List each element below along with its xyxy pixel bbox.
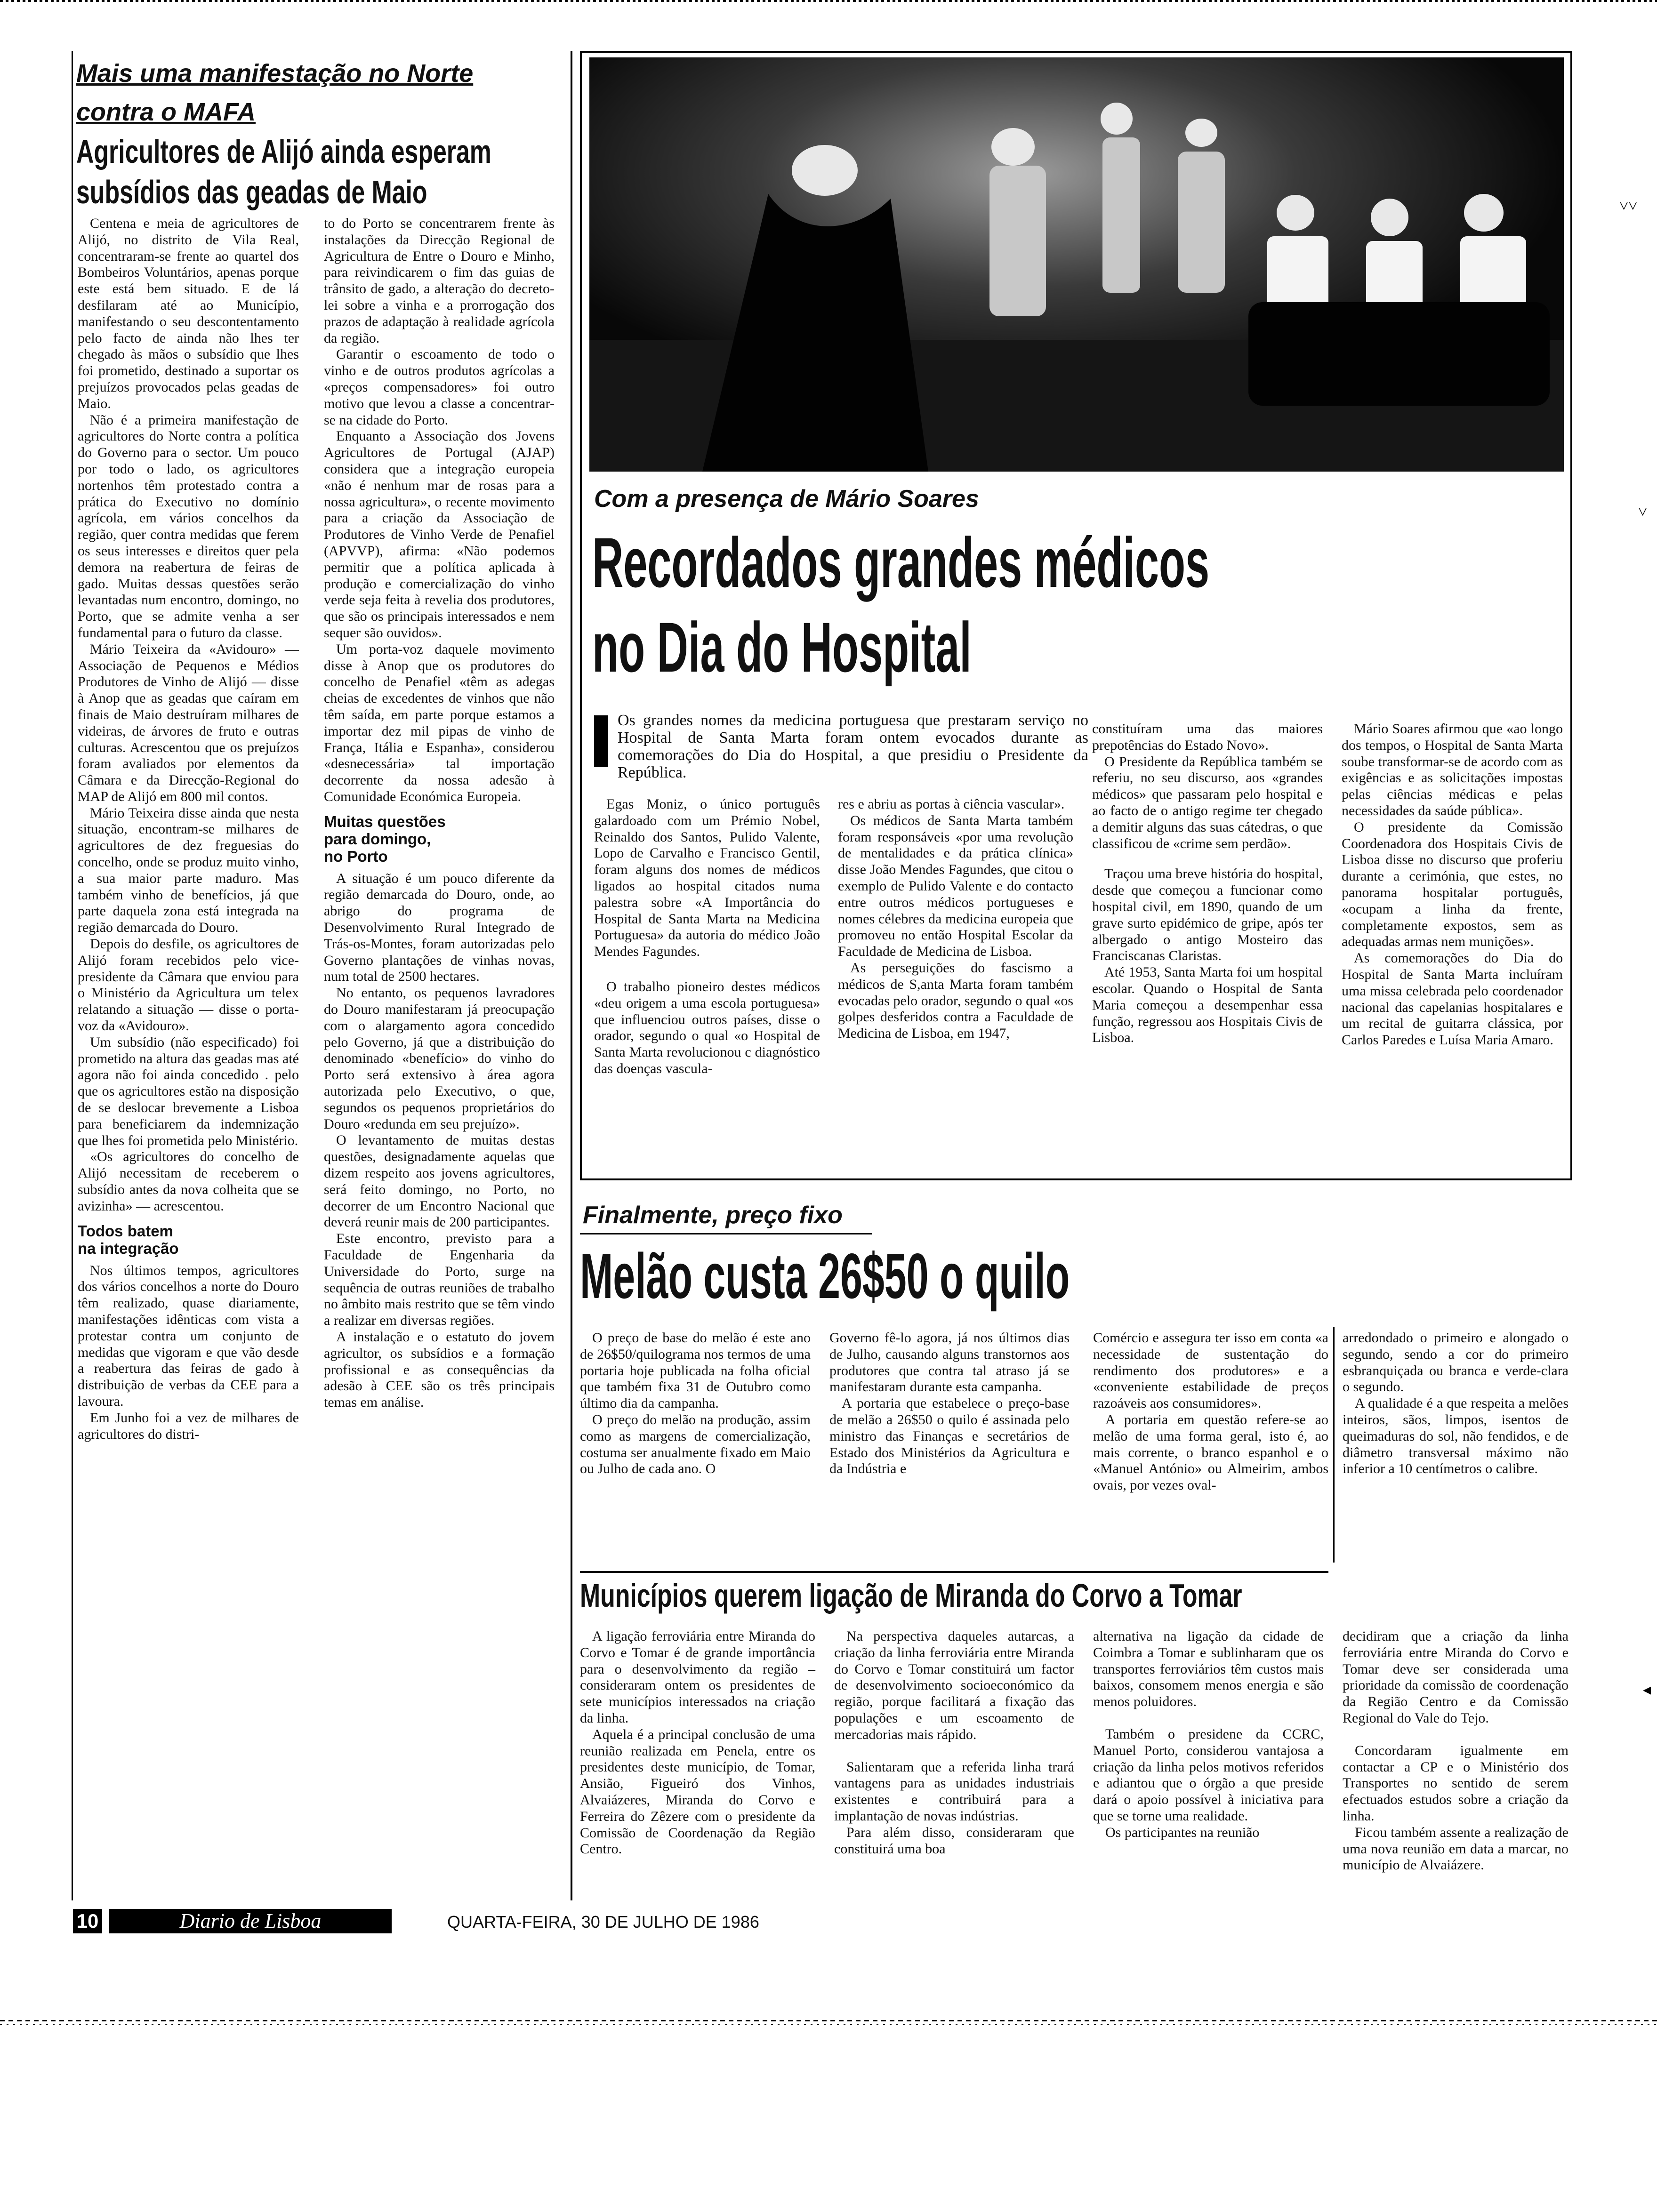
paragraph: A portaria que estabelece o preço-base de melão a 26$50 o quilo é assinada pelo ministro das Finanças e secretários de Estado dos Ministérios da Agricultura e da Indústria e bbox=[829, 1395, 1070, 1477]
article1-kicker-2: contra o MAFA bbox=[76, 98, 256, 126]
article1-kicker-1: Mais uma manifestação no Norte bbox=[76, 59, 474, 88]
paragraph: A situação é um pouco diferente da região demarcada do Douro, onde, ao abrigo do programa de Desenvolvimento Rural Integrado de Trás-os-Montes, foram autorizadas pelo Governo plantações de vinhas novas, num total de 2500 hectares. bbox=[324, 870, 555, 985]
masthead: Diario de Lisboa bbox=[109, 1909, 392, 1933]
event-photo bbox=[589, 57, 1564, 472]
paragraph: Governo fê-lo agora, já nos últimos dias de Julho, causando alguns transtornos aos produtores que contra tal atraso já se manifestaram durante esta campanha. bbox=[829, 1330, 1070, 1395]
issue-date: QUARTA-FEIRA, 30 DE JULHO DE 1986 bbox=[447, 1912, 759, 1931]
article1-col1 bbox=[78, 216, 299, 1443]
article3-col3 bbox=[1093, 1330, 1328, 1494]
paragraph: Traçou uma breve história do hospital, desde que começou a funcionar como hospital civil, em 1890, quando de um grave surto epidémico de gripe, após ter albergado o antigo Mosteiro das Franciscanas Claristas. bbox=[1092, 866, 1323, 964]
article3-headline: Melão custa 26$50 o quilo bbox=[580, 1240, 1070, 1312]
paragraph: Aquela é a principal conclusão de uma reunião realizada em Penela, entre os presidentes deste município, de Tomar, Ansião, Figueiró dos Vinhos, Alvaiázeres, Miranda do Corvo e Ferreira do Zêzere com o presidente da Comissão de Coordenação da Região Centro. bbox=[580, 1726, 815, 1857]
paragraph: Um subsídio (não especificado) foi prometido na altura das geadas mas até agora não foi ainda concedido . pelo que os agricultores estão na disposição de se deslocar brevemente a Lisboa para beneficiarem da indemnização que lhes foi prometida pelo Ministério. bbox=[78, 1034, 299, 1148]
paragraph: Egas Moniz, o único português galardoado com um Prémio Nobel, Reinaldo dos Santos, Pulido Valente, Lopo de Carvalho e Francisco Gentil, foram alguns dos nomes de médicos ligados ao hospital citados numa palestra sobre «A Importância do Hospital de Santa Marta na Medicina Portuguesa» da autoria do médico João Mendes Fagundes. bbox=[594, 796, 820, 960]
article4-headline: Municípios querem ligação de Miranda do Corvo a Tomar bbox=[580, 1577, 1242, 1614]
bottom-scan-line bbox=[0, 2020, 1657, 2021]
article3-kicker-rule bbox=[580, 1233, 872, 1234]
article4-col1 bbox=[580, 1628, 815, 1858]
paragraph: Não é a primeira manifestação de agricultores do Norte contra a política do Governo para o sector. Um pouco por todo o lado, os agricultores nortenhos têm protestado contra a prática do Executivo no domínio agrícola, em vários concelhos da região, quer contra medidas que ferem os seus interesses e direitos quer pela demora na reabertura de feiras de gado. Muitas dessas questões serão levantadas num encontro, domingo, no Porto, que se admite venha a ser fundamental para o futuro da classe. bbox=[78, 412, 299, 641]
paragraph: Na perspectiva daqueles autarcas, a criação da linha ferroviária entre Miranda do Corvo e Tomar constituirá um factor de desenvolvimento socioeconómico da região, porque facilitará a fixação das populações e um escoamento de mercadorias mais rápido. bbox=[834, 1628, 1074, 1742]
article2-col3 bbox=[1092, 721, 1323, 1046]
paragraph: Centena e meia de agricultores de Alijó, no distrito de Vila Real, concentraram-se frente ao quartel dos Bombeiros Voluntários, apenas porque este está bem situado. E de lá desfilaram até ao Município, manifestando o seu descontentamento pelo facto de ainda não lhes ter chegado às mãos o subsídio que lhes foi prometido, destinado a suportar os prejuízos provocados pelas geadas de Maio. bbox=[78, 216, 299, 411]
paragraph: Um porta-voz daquele movimento disse à Anop que os produtores do concelho de Penafiel «têm as adegas cheias de excedentes de vinhos que não têm saída, em parte porque estamos a importar dez mil pipas de vinho de França, Itália e Espanha», considerou «desnecessária» tal importação decorrente da nossa adesão à Comunidade Económica Europeia. bbox=[324, 641, 555, 804]
event-photo-graphic bbox=[589, 57, 1564, 472]
paragraph: Garantir o escoamento de todo o vinho e de outros produtos agrícolas a «preços compensadores» foi outro motivo que levou a classe a concentrar-se na cidade do Porto. bbox=[324, 346, 555, 428]
paragraph: A qualidade é a que respeita a melões inteiros, sãos, limpos, isentos de queimaduras do sol, não fendidos, e de diâmetro transversal máximo não inferior a 10 centímetros o calibre. bbox=[1343, 1395, 1569, 1477]
paragraph: As comemorações do Dia do Hospital de Santa Marta incluíram uma missa celebrada pelo coordenador nacional das capelanias hospitalares e um recital de guitarra clássica, por Carlos Paredes e Luísa Maria Amaro. bbox=[1342, 950, 1563, 1048]
paragraph: O presidente da Comissão Coordenadora dos Hospitais Civis de Lisboa disse no discurso que proferiu durante a cerimónia, que estes, no panorama hospitalar português, «ocupam a linha da frente, completamente expostos, sem as adequadas armas nem munições». bbox=[1342, 819, 1563, 950]
paragraph: Mário Soares afirmou que «ao longo dos tempos, o Hospital de Santa Marta soube transformar-se de acordo com as exigências e as solicitações impostas pelas ciências médicas e pelas necessidades da saúde pública». bbox=[1342, 721, 1563, 818]
article2-col1 bbox=[594, 796, 820, 1077]
paragraph: constituíram uma das maiores prepotências do Estado Novo». bbox=[1092, 721, 1323, 753]
subheading-todos-batem: Todos batem na integração bbox=[78, 1222, 179, 1257]
paragraph: Os participantes na reunião bbox=[1105, 1824, 1260, 1840]
paragraph: Mário Teixeira disse ainda que nesta situação, encontram-se milhares de agricultores de dez freguesias do concelho, onde se produz muito vinho, a sua maior parte maduro. Mas também vinho de benefícios, já que parte daquela zona está integrada na região demarcada do Douro. bbox=[78, 805, 299, 936]
article4-col3 bbox=[1093, 1628, 1324, 1841]
paragraph: O Presidente da República também se referiu, no seu discurso, aos «grandes médicos» que passaram pelo hospital e ao facto de o antigo regime ter chegado a demitir alguns das suas cátedras, o que classificou de «crime sem perdão». bbox=[1092, 753, 1323, 851]
article4-col4 bbox=[1343, 1628, 1569, 1874]
paragraph: Comércio e assegura ter isso em conta «a necessidade de sustentação do rendimento dos produtores» e a «conveniente estabilidade de preços razoáveis aos consumidores». bbox=[1093, 1330, 1328, 1411]
paragraph: Até 1953, Santa Marta foi um hospital escolar. Quando o Hospital de Santa Maria começou a desempenhar essa função, regressou aos Hospitais Civis de Lisboa. bbox=[1092, 964, 1323, 1046]
paragraph: A portaria em questão refere-se ao melão de uma forma geral, isto é, ao mais corrente, o branco espanhol e o «Manuel António» ou Almeirim, ambos ovais, por vezes oval- bbox=[1093, 1411, 1328, 1493]
paragraph: Mário Teixeira da «Avidouro» — Associação de Pequenos e Médios Produtores de Vinho de Alijó — disse à Anop que as geadas que caíram em finais de Maio destruíram milhares de videiras, de árvores de fruto e outras culturas. Acrescentou que os prejuízos foram avaliados por elementos da Câmara e da Direcção-Regional do MAP de Alijó em 800 mil contos. bbox=[78, 641, 299, 804]
paragraph: Os médicos de Santa Marta também foram responsáveis «por uma revolução de mentalidades e da prática clínica» disse João Mendes Fagundes, que citou o exemplo de Pulido Valente e do contacto entre outros médicos portugueses e nomes célebres da medicina europeia que promoveu no então Hospital Escolar da Faculdade de Medicina de Lisboa. bbox=[838, 812, 1073, 960]
article2-col2 bbox=[838, 796, 1073, 1042]
paragraph: Nos últimos tempos, agricultores dos vários concelhos a norte do Douro têm realizado, quase diariamente, manifestações idênticas com vista a protestar contra um conjunto de medidas que vigoram e que vão desde a reabertura das feiras de gado à distribuição de verbas da CEE para a lavoura. bbox=[78, 1262, 299, 1409]
paragraph: Este encontro, previsto para a Faculdade de Engenharia da Universidade do Porto, surge na sequência de outras reuniões de trabalho no âmbito mais restrito que se têm vindo a realizar em diversas regiões. bbox=[324, 1231, 555, 1329]
paragraph: decidiram que a criação da linha ferroviária entre Miranda do Corvo e Tomar deve ser considerada uma prioridade da comissão de coordenação da Região Centro e da Comissão Regional do Vale do Tejo. bbox=[1343, 1628, 1569, 1726]
main-divider bbox=[571, 51, 572, 1900]
article2-col4 bbox=[1342, 721, 1563, 1049]
subheading-muitas-questoes: Muitas questões para domingo, no Porto bbox=[324, 812, 446, 865]
article2-lede: Os grandes nomes da medicina portuguesa que prestaram serviço no Hospital de Santa Marta foram ontem evocados durante as comemorações do Dia do Hospital, a que presidiu o Presidente da República. bbox=[618, 712, 1088, 781]
paragraph: Enquanto a Associação dos Jovens Agricultores de Portugal (AJAP) considera que a integração europeia «não é nenhum mar de rosas para a nossa agricultura», o recente movimento para a criação da Associação de Produtores de Vinho Verde de Penafiel (APVVP), afirma: «Não podemos permitir que a política aplicada à produção e comercialização do vinho verde seja feita à revelia dos produtores, que são os principais interessados e nem sequer são ouvidos». bbox=[324, 428, 555, 641]
top-edge bbox=[0, 0, 1657, 2]
article1-headline-1: Agricultores de Alijó ainda esperam bbox=[76, 133, 491, 170]
paragraph: A ligação ferroviária entre Miranda do Corvo e Tomar é de grande importância para o desenvolvimento da região – consideraram ontem os presidentes de sete municípios interessados na criação da linha. bbox=[580, 1628, 815, 1726]
paragraph: No entanto, os pequenos lavradores do Douro manifestaram já preocupação com o alargamento agora concedido pelo Governo, já que a distribuição do denominado «benefício» do vinho do Porto será extensivo à área agora autorizada pelo Executivo, o que, segundos os pequenos proprietários do Douro «redunda em seu prejuízo». bbox=[324, 985, 555, 1132]
article3-col1 bbox=[580, 1330, 811, 1477]
paragraph: Ficou também assente a realização de uma nova reunião em data a marcar, no município de Alvaiázere. bbox=[1343, 1824, 1569, 1873]
paragraph: A instalação e o estatuto do jovem agricultor, os subsídios e a formação profissional e as consequências da adesão à CEE são os três principais temas em análise. bbox=[324, 1329, 555, 1411]
article2-headline-1: Recordados grandes médicos bbox=[592, 523, 1210, 602]
paragraph: O preço do melão na produção, assim como as margens de comercialização, costuma ser anualmente fixado em Maio ou Julho de cada ano. O bbox=[580, 1411, 811, 1477]
article3-col4 bbox=[1343, 1330, 1569, 1477]
paragraph: Também o presidene da CCRC, Manuel Porto, considerou vantajosa a criação da linha pelos motivos referidos e adiantou que o órgão a que preside dará o apoio possível à iniciativa para que se torne uma realidade. bbox=[1093, 1726, 1324, 1824]
paragraph: Salientaram que a referida linha trará vantagens para as unidades industriais existentes e contribuirá para a implantação de novas indústrias. bbox=[834, 1759, 1074, 1824]
article1-col2 bbox=[324, 216, 555, 1411]
article2-kicker: Com a presença de Mário Soares bbox=[594, 485, 979, 513]
scan-speck: ˅ bbox=[1638, 504, 1648, 521]
paragraph: Concordaram igualmente em contactar a CP e o Ministério dos Transportes no sentido de serem efectuados estudos sobre a criação da linha. bbox=[1343, 1742, 1569, 1824]
article4-col2 bbox=[834, 1628, 1074, 1857]
article2-headline-2: no Dia do Hospital bbox=[592, 608, 972, 687]
article1-headline-2: subsídios das geadas de Maio bbox=[76, 174, 427, 210]
scan-speck: ˅˅ bbox=[1619, 198, 1638, 215]
paragraph: to do Porto se concentrarem frente às instalações da Direcção Regional de Agricultura de Entre o Douro e Minho, para reivindicarem o fim das guias de trânsito de gado, a alteração do decreto-lei sobre a vinha e a prorrogação dos prazos de adaptação à realidade agrícola da região. bbox=[324, 216, 555, 346]
paragraph: res e abriu as portas à ciência vascular». bbox=[838, 796, 1065, 812]
article3-kicker: Finalmente, preço fixo bbox=[583, 1202, 843, 1229]
bottom-scan-line bbox=[0, 2024, 1657, 2025]
paragraph: alternativa na ligação da cidade de Coimbra a Tomar e sublinharam que os transportes ferroviários têm custos mais baixos, consomem menos energia e são menos poluidores. bbox=[1093, 1628, 1324, 1710]
paragraph: O trabalho pioneiro destes médicos «deu origem a uma escola portuguesa» que influenciou outros países, disse o orador, segundo o qual «o Hospital de Santa Marta revolucionou c diagnóstico das doenças vascula- bbox=[594, 978, 820, 1076]
scan-speck: ◂ bbox=[1643, 1681, 1651, 1699]
left-column-border bbox=[72, 51, 73, 1900]
paragraph: O levantamento de muitas destas questões, designadamente aquelas que dizem respeito aos jovens agricultores, será feito domingo, no Porto, no decorrer de um Encontro Nacional que deverá reunir mais de 200 participantes. bbox=[324, 1132, 555, 1230]
article4-top-rule bbox=[580, 1571, 1328, 1573]
paragraph: As perseguições do fascismo a médicos de S,anta Marta foram também evocadas pelo orador, segundo o qual «os golpes desferidos contra a Faculdade de Medicina de Lisboa, em 1947, bbox=[838, 960, 1073, 1042]
paragraph: Para além disso, consideraram que constituirá uma boa bbox=[834, 1824, 1074, 1857]
paragraph: arredondado o primeiro e alongado o segundo, sendo a cor do primeiro esbranquiçada ou branca e verde-clara o segundo. bbox=[1343, 1330, 1569, 1395]
page-number: 10 bbox=[73, 1909, 102, 1933]
paragraph: Em Junho foi a vez de milhares de agricultores do distri- bbox=[78, 1410, 299, 1442]
article3-col-rule bbox=[1333, 1327, 1335, 1563]
paragraph: O preço de base do melão é este ano de 26$50/quilograma nos termos de uma portaria hoje publicada na folha oficial que também fixa 31 de Outubro como último dia da campanha. bbox=[580, 1330, 811, 1411]
paragraph: Depois do desfile, os agricultores de Alijó foram recebidos pelo vice-presidente da Câmara que enviou para o Ministério da Agricultura um telex relatando a situação — disse o porta-voz da «Avidouro». bbox=[78, 936, 299, 1034]
drop-cap-bar bbox=[594, 715, 608, 767]
article3-col2 bbox=[829, 1330, 1070, 1477]
paragraph: «Os agricultores do concelho de Alijó necessitam de receberem o subsídio antes da nova colheita que se avizinha» — acrescentou. bbox=[78, 1149, 299, 1214]
